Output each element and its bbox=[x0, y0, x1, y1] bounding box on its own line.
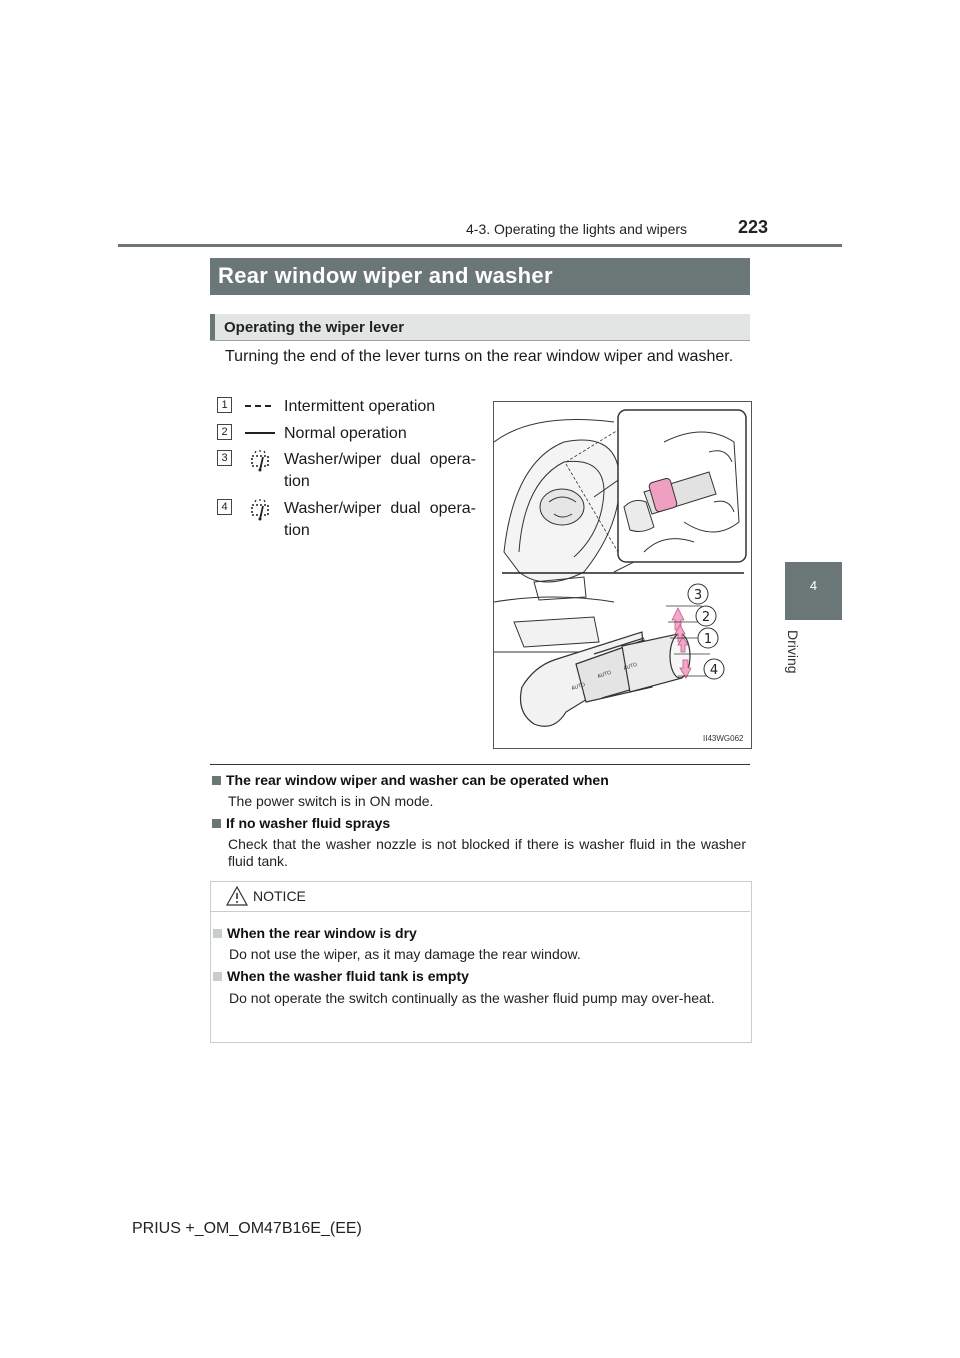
document-footer-code: PRIUS +_OM_OM47B16E_(EE) bbox=[132, 1220, 362, 1237]
note-heading bbox=[212, 815, 390, 831]
callout-number: 4 bbox=[217, 499, 232, 515]
notice-bullet-square bbox=[213, 929, 222, 938]
operation-text: Normal operation bbox=[284, 425, 407, 442]
note-body: The power switch is in ON mode. bbox=[228, 793, 434, 809]
notice-item-body: Do not operate the switch continually as the washer fluid pump may over-heat. bbox=[229, 990, 715, 1006]
running-header-section: 4-3. Operating the lights and wipers bbox=[466, 221, 688, 237]
figure-callout: 1 bbox=[703, 632, 713, 647]
notice-item-body: Do not use the wiper, as it may damage the rear window. bbox=[229, 946, 581, 962]
chapter-label-text: Driving bbox=[785, 630, 801, 674]
callout-number: 3 bbox=[217, 450, 232, 466]
notice-heading-text: When the washer fluid tank is empty bbox=[227, 968, 469, 984]
callout-number: 1 bbox=[217, 397, 232, 413]
header-rule bbox=[118, 244, 842, 247]
note-bullet-square bbox=[212, 819, 221, 828]
washer-wiper-icon bbox=[249, 497, 271, 521]
figure-callout: 2 bbox=[701, 610, 711, 625]
subheading-bar bbox=[210, 314, 750, 341]
lever-label: AUTO bbox=[596, 669, 613, 680]
figure-code: II43WG062 bbox=[703, 734, 744, 743]
lever-label: AUTO bbox=[622, 661, 639, 672]
chapter-label bbox=[783, 630, 803, 690]
figure-callout: 4 bbox=[709, 663, 719, 678]
intro-paragraph: Turning the end of the lever turns on the rear window wiper and washer. bbox=[225, 348, 734, 365]
callout-number: 2 bbox=[217, 424, 232, 440]
operation-text: Washer/wiper dual opera-tion bbox=[284, 500, 476, 539]
section-title: Rear window wiper and washer bbox=[218, 263, 553, 288]
notes-rule bbox=[210, 764, 750, 765]
washer-wiper-icon bbox=[249, 448, 271, 472]
note-heading-text: The rear window wiper and washer can be operated when bbox=[226, 772, 609, 788]
chapter-number: 4 bbox=[809, 578, 818, 593]
figure-callout: 3 bbox=[693, 588, 703, 603]
warning-triangle-icon bbox=[225, 885, 249, 907]
notice-heading-text: When the rear window is dry bbox=[227, 925, 417, 941]
dashed-line-icon bbox=[245, 403, 275, 409]
notice-bullet-square bbox=[213, 972, 222, 981]
notice-item-heading bbox=[213, 925, 417, 941]
wiper-lever-illustration bbox=[494, 402, 751, 748]
note-bullet-square bbox=[212, 776, 221, 785]
notice-item-heading bbox=[213, 968, 469, 984]
page-number: 223 bbox=[738, 217, 769, 237]
subheading-marker bbox=[210, 314, 215, 340]
section-title-bar bbox=[210, 258, 750, 295]
operation-text: Washer/wiper dual opera-tion bbox=[284, 451, 476, 490]
lever-label: AUTO bbox=[570, 681, 587, 692]
note-heading-text: If no washer fluid sprays bbox=[226, 815, 391, 831]
subheading: Operating the wiper lever bbox=[224, 319, 405, 336]
note-heading bbox=[212, 772, 609, 788]
operation-text: Intermittent operation bbox=[284, 398, 436, 415]
wiper-lever-figure bbox=[493, 401, 752, 749]
notice-label: NOTICE bbox=[253, 888, 306, 904]
solid-line-icon bbox=[245, 430, 275, 436]
note-body: Check that the washer nozzle is not blocked if there is washer fluid in the washer fluid tank. bbox=[228, 836, 746, 869]
